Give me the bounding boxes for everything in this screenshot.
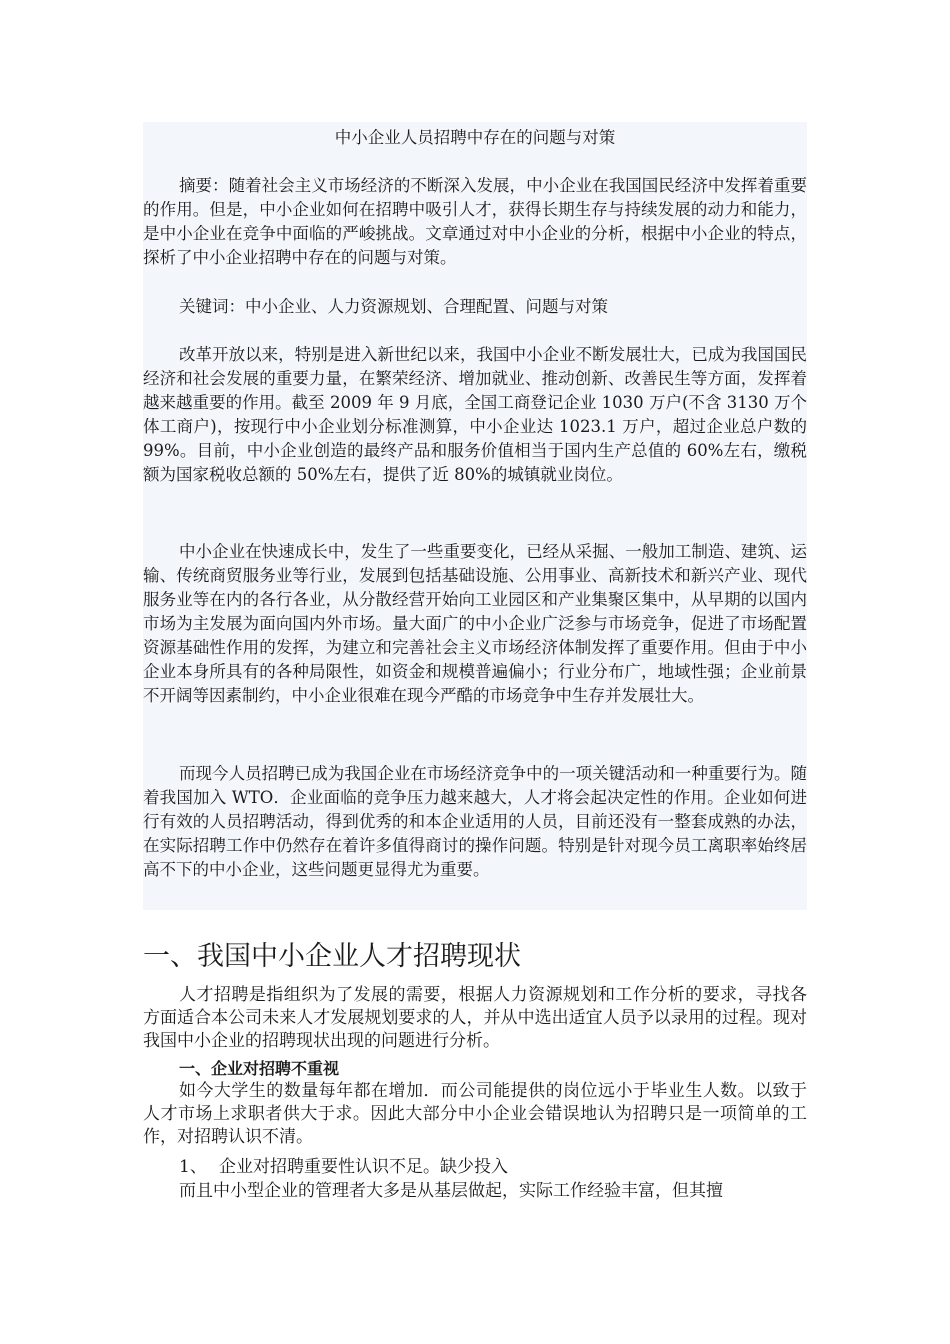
sub-heading: 一、企业对招聘不重视 <box>179 1059 340 1078</box>
list-item-number: 1、 <box>179 1157 207 1177</box>
section-heading: 一、我国中小企业人才招聘现状 <box>143 941 521 972</box>
abstract-paragraph: 摘要：随着社会主义市场经济的不断深入发展，中小企业在我国国民经济中发挥着重要的作用。但是，中小企业如何在招聘中吸引人才，获得长期生存与持续发展的动力和能力，是中小企业在竞争中面临的严峻挑战。文章通过对中小企业的分析，根据中小企业的特点，探析了中小企业招聘中存在的问题与对策。 <box>143 176 807 267</box>
intro-paragraph: 而现今人员招聘已成为我国企业在市场经济竞争中的一项关键活动和一种重要行为。随着我国加入 WTO．企业面临的竞争压力越来越大，人才将会起决定性的作用。企业如何进行有效的人员招聘活动，得到优秀的和本企业适用的人员，目前还没有一整套成熟的办法，在实际招聘工作中仍然存在着许多值得商讨的操作问题。特别是针对现今员工离职率始终居高不下的中小企业，这些问题更显得尤为重要。 <box>143 764 807 879</box>
sub-paragraph: 如今大学生的数量每年都在增加．而公司能提供的岗位远小于毕业生人数。以致于人才市场上求职者供大于求。因此大部分中小企业会错误地认为招聘只是一项简单的工作，对招聘认识不清。 <box>143 1081 807 1147</box>
trailing-paragraph: 而且中小型企业的管理者大多是从基层做起，实际工作经验丰富，但其擅 <box>179 1181 723 1201</box>
document-title: 中小企业人员招聘中存在的问题与对策 <box>334 128 616 147</box>
keywords-paragraph: 关键词：中小企业、人力资源规划、合理配置、问题与对策 <box>179 297 608 316</box>
intro-paragraph: 改革开放以来，特别是进入新世纪以来，我国中小企业不断发展壮大，已成为我国国民经济和社会发展的重要力量，在繁荣经济、增加就业、推动创新、改善民生等方面，发挥着越来越重要的作用。截至 2009 年 9 月底，全国工商登记企业 1030 万户(不含 3130 万个体工商户)，按现行中小企业划分标准测算，中小企业达 1023.1 万户，超过企业总户数的 99%。目前，中小企业创造的最终产品和服务价值相当于国内生产总值的 60%左右，缴税额为国家税收总额的 50%左右，提供了近 80%的城镇就业岗位。 <box>143 345 807 484</box>
section-paragraph: 人才招聘是指组织为了发展的需要，根据人力资源规划和工作分析的要求，寻找各方面适合本公司未来人才发展规划要求的人，并从中选出适宜人员予以录用的过程。现对我国中小企业的招聘现状出现的问题进行分析。 <box>143 985 807 1051</box>
numbered-list-item <box>179 1156 807 1179</box>
intro-paragraph: 中小企业在快速成长中，发生了一些重要变化，已经从采掘、一般加工制造、建筑、运输、传统商贸服务业等行业，发展到包括基础设施、公用事业、高新技术和新兴产业、现代服务业等在内的各行各业，从分散经营开始向工业园区和产业集聚区集中，从早期的以国内市场为主发展为面向国内外市场。量大面广的中小企业广泛参与市场竞争，促进了市场配置资源基础性作用的发挥，为建立和完善社会主义市场经济体制发挥了重要作用。但由于中小企业本身所具有的各种局限性，如资金和规模普遍偏小；行业分布广，地域性强；企业前景不开阔等因素制约，中小企业很难在现今严酷的市场竞争中生存并发展壮大。 <box>143 542 807 705</box>
list-item-text: 企业对招聘重要性认识不足。缺少投入 <box>219 1157 508 1177</box>
